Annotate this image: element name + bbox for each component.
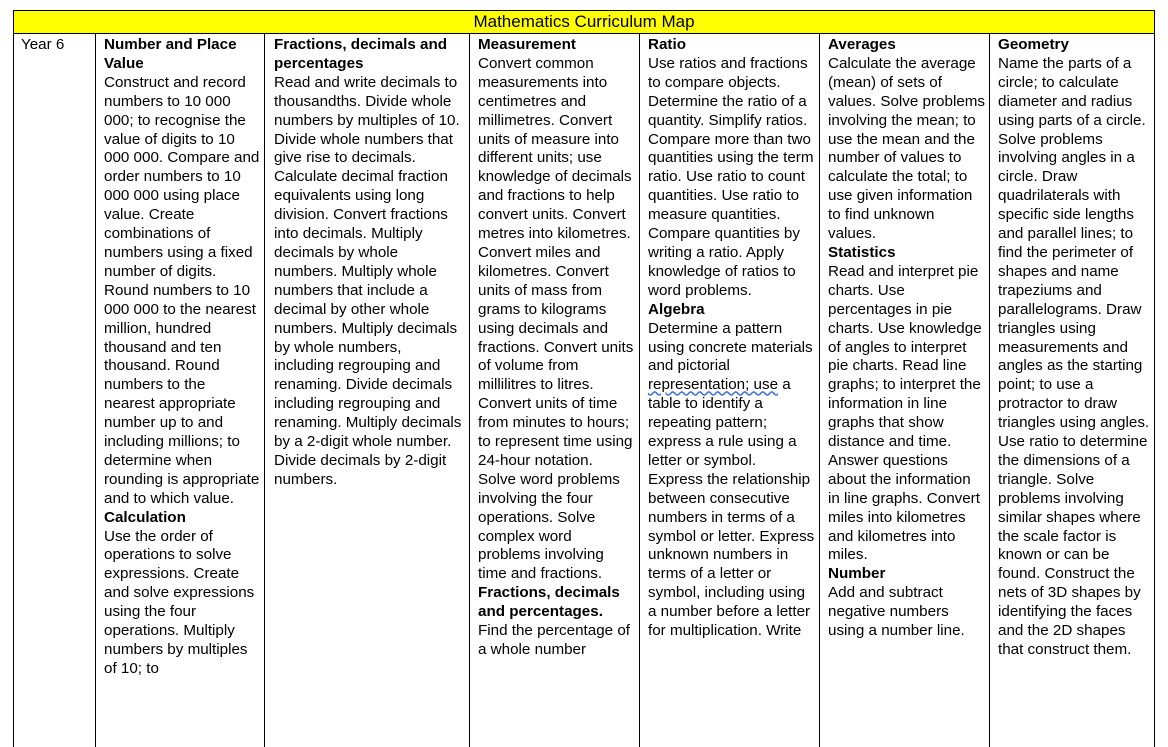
section-text: Use ratios and fractions to compare objects. Determine the ratio of a quantity. Simplify ratios. Compare more than two quantities using the term ratio. Use ratio to count quantities. Use ratio to measure quantities. Compare quantities by writing a ratio. Apply knowledge of ratios to word problems. (648, 54, 814, 299)
section-heading: Measurement (478, 36, 576, 53)
curriculum-table (13, 34, 1155, 747)
section-text: Read and interpret pie charts. Use percentages in pie charts. Use knowledge of angles to interpret pie charts. Read line graphs; to interpret the information in line graphs that show distance and time. Answer questions about the information in line graphs. Convert miles into kilometres and kilometres into miles. (828, 262, 982, 564)
section-heading: Statistics (828, 243, 896, 261)
section-text: Find the percentage of a whole number (478, 622, 630, 658)
section-text (648, 320, 815, 641)
section-text: Add and subtract negative numbers using a number line. (828, 584, 965, 640)
section-heading: Averages (828, 36, 896, 53)
text-fragment: a table to identify a repeating pattern; express a rule using a letter or symbol. Express the relationship between consecutive numbers in terms of a symbol or letter. Express unknown numbers in terms of a letter or symbol, including using a number before a letter for multiplication. Write (648, 376, 815, 640)
section-text: Read and write decimals to thousandths. Divide whole numbers by multiples of 10. Divide whole numbers that give rise to decimals. Calculate decimal fraction equivalents using long division. Convert fractions into decimals. Multiply decimals by whole numbers. Multiply whole numbers that include a decimal by other whole numbers. Multiply decimals by whole numbers, including regrouping and renaming. Divide decimals including regrouping and renaming. Multiply decimals by a 2-digit whole number. Divide decimals by 2-digit numbers. (274, 73, 462, 488)
column-fractions (264, 34, 469, 747)
section-heading: Algebra (648, 300, 705, 318)
section-text: Name the parts of a circle; to calculate diameter and radius using parts of a circle. Solve problems involving angles in a circle. Draw quadrilaterals with specific side lengths and parallel lines; to find the perimeter of shapes and name trapeziums and parallelograms. Draw triangles using measurements and angles as the starting point; to use a protractor to draw triangles using angles. Use ratio to determine the dimensions of a triangle. Solve problems involving similar shapes where the scale factor is known or can be found. Construct the nets of 3D shapes by identifying the faces and the 2D shapes that construct them. (998, 54, 1150, 658)
section-text: Calculate the average (mean) of sets of values. Solve problems involving the mean; to use the mean and the number of values to calculate the total; to use given information to find unknown values. (828, 54, 986, 243)
section-heading: Ratio (648, 36, 686, 53)
text-fragment: Determine a pattern using concrete materials and pictorial (648, 319, 813, 375)
column-ratio (639, 34, 819, 747)
section-heading: Fractions, decimals and percentages (274, 36, 448, 72)
section-heading: Calculation (104, 508, 186, 526)
section-heading: Number and Place Value (104, 36, 237, 72)
section-text: Use the order of operations to solve expressions. Create and solve expressions using the four operations. Multiply numbers by multiples of 10; to (104, 527, 255, 677)
column-number (95, 34, 264, 747)
section-text: Convert common measurements into centimetres and millimetres. Convert units of measure into different units; use knowledge of decimals and fractions to help convert units. Convert metres into kilometres. Convert miles and kilometres. Convert units of mass from grams to kilograms using decimals and fractions. Convert units of volume from millilitres to litres. Convert units of time from minutes to hours; to represent time using 24-hour notation. Solve word problems involving the four operations. Solve complex word problems involving time and fractions. (478, 54, 634, 583)
spellcheck-underlined-text: representation; use (648, 376, 779, 394)
year-label: Year 6 (21, 36, 65, 53)
column-geometry (989, 34, 1155, 747)
year-cell (13, 34, 95, 747)
page-title: Mathematics Curriculum Map (13, 10, 1155, 34)
column-measurement (469, 34, 639, 747)
section-heading: Geometry (998, 36, 1069, 53)
column-averages (819, 34, 989, 747)
section-heading: Number (828, 565, 886, 583)
section-text: Construct and record numbers to 10 000 000; to recognise the value of digits to 10 000 000. Compare and order numbers to 10 000 000 using place value. Create combinations of numbers using a fixed number of digits. Round numbers to 10 000 000 to the nearest million, hundred thousand and ten thousand. Round numbers to the nearest appropriate number up to and including millions; to determine when rounding is appropriate and to which value. (104, 73, 260, 507)
section-heading: Fractions, decimals and percentages. (478, 584, 620, 621)
